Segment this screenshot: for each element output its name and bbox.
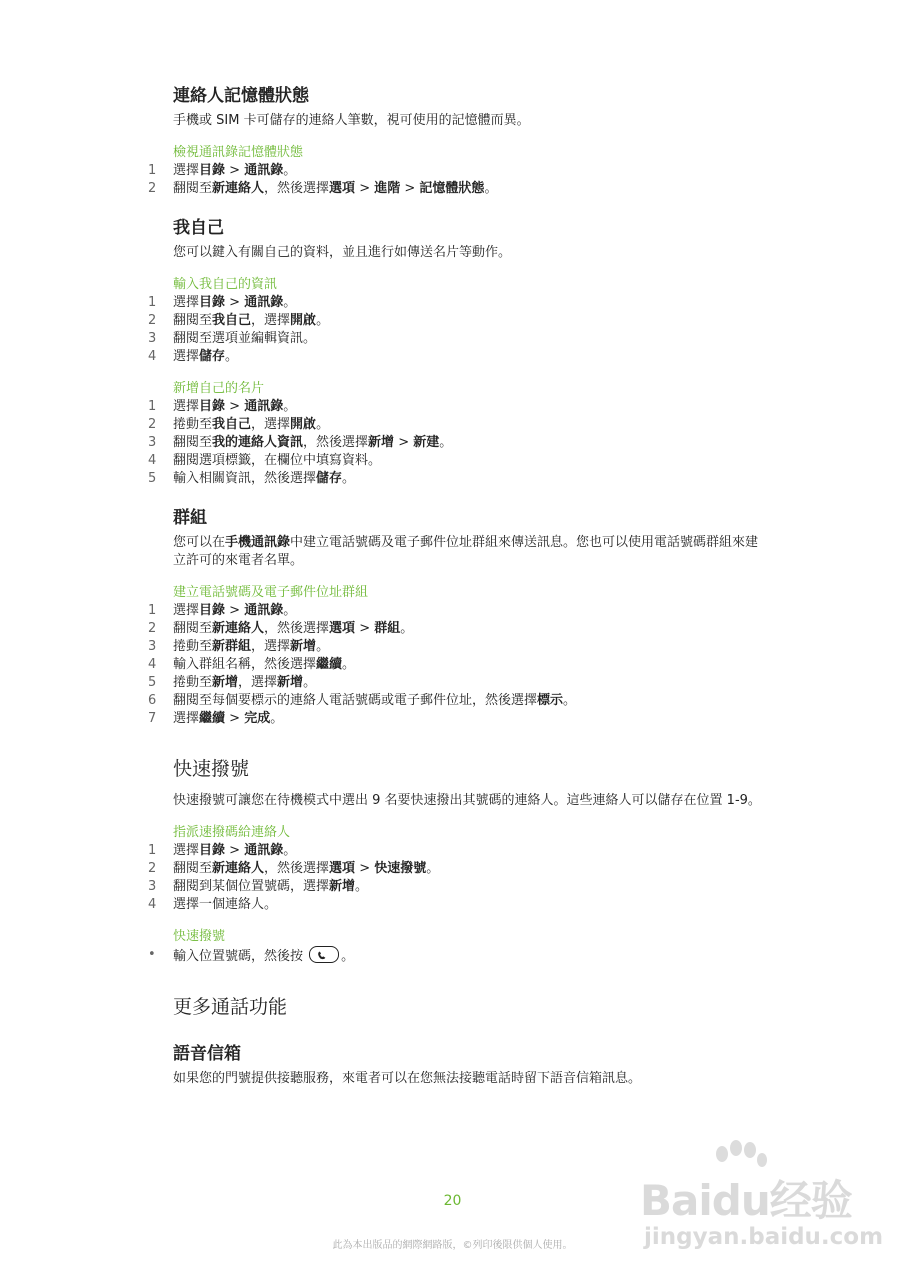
subheading-assign-speed-dial: 指派速撥碼給連絡人 [173, 825, 291, 840]
step: 2 翻閱至我自己，選擇開啟。 [148, 313, 330, 328]
step: 3 捲動至新群組，選擇新增。 [148, 639, 330, 654]
heading-groups: 群組 [173, 508, 207, 528]
step: 1 選擇目錄 > 通訊錄。 [148, 399, 297, 414]
watermark-brand: Baidu经验 [640, 1176, 852, 1225]
step: 3 翻閱到某個位置號碼，選擇新增。 [148, 879, 369, 894]
call-key-icon [309, 946, 339, 963]
step: 2 翻閱至新連絡人，然後選擇選項 > 群組。 [148, 621, 414, 636]
heading-speed-dial: 快速撥號 [173, 758, 250, 780]
steps-create-group [148, 602, 763, 728]
watermark-url: jingyan.baidu.com [644, 1224, 884, 1250]
step: 1 選擇目錄 > 通訊錄。 [148, 603, 297, 618]
step: 3 翻閱至我的連絡人資訊，然後選擇新增 > 新建。 [148, 435, 453, 450]
step: 1 選擇目錄 > 通訊錄。 [148, 163, 297, 178]
step: 4 選擇儲存。 [148, 349, 239, 364]
step: 1 選擇目錄 > 通訊錄。 [148, 295, 297, 310]
heading-more-call-features: 更多通話功能 [173, 996, 288, 1018]
step: 3 翻閱至選項並編輯資訊。 [148, 331, 317, 346]
step: 7 選擇繼續 > 完成。 [148, 711, 284, 726]
step: 2 翻閱至新連絡人，然後選擇選項 > 快速撥號。 [148, 861, 440, 876]
bullet-item: • 輸入位置號碼，然後按 。 [148, 947, 355, 964]
step: 4 翻閱選項標籤，在欄位中填寫資料。 [148, 453, 382, 468]
steps-assign-speed-dial [148, 842, 763, 914]
heading-contact-memory: 連絡人記憶體狀態 [173, 86, 309, 106]
steps-view-memory [148, 162, 763, 198]
subheading-speed-dialing: 快速撥號 [173, 929, 226, 944]
speed-dial-desc: 快速撥號可讓您在待機模式中選出 9 名要快速撥出其號碼的連絡人。這些連絡人可以儲存在位置 1-9。 [173, 793, 761, 808]
heading-myself: 我自己 [173, 218, 224, 238]
subheading-create-group: 建立電話號碼及電子郵件位址群組 [173, 585, 369, 600]
steps-add-my-card [148, 398, 763, 488]
step: 1 選擇目錄 > 通訊錄。 [148, 843, 297, 858]
myself-desc: 您可以鍵入有關自己的資料，並且進行如傳送名片等動作。 [173, 245, 512, 260]
groups-desc: 您可以在手機通訊錄中建立電話號碼及電子郵件位址群組來傳送訊息。您也可以使用電話號碼群組來建立許可的來電者名單。 [173, 535, 759, 568]
step: 4 輸入群組名稱，然後選擇繼續。 [148, 657, 356, 672]
steps-enter-my-info [148, 294, 763, 366]
page-content [148, 84, 763, 1088]
subheading-add-my-card: 新增自己的名片 [173, 381, 265, 396]
step: 5 輸入相關資訊，然後選擇儲存。 [148, 471, 356, 486]
footer-note: 此為本出版品的網際網路版，©列印後限供個人使用。 [332, 1240, 573, 1251]
heading-voicemail: 語音信箱 [173, 1044, 241, 1064]
step: 6 翻閱至每個要標示的連絡人電話號碼或電子郵件位址，然後選擇標示。 [148, 693, 577, 708]
voicemail-desc: 如果您的門號提供接聽服務，來電者可以在您無法接聽電話時留下語音信箱訊息。 [173, 1071, 642, 1086]
step: 2 捲動至我自己，選擇開啟。 [148, 417, 330, 432]
bullet-icon: • [148, 947, 156, 962]
steps-speed-dialing [148, 946, 763, 966]
step: 5 捲動至新增，選擇新增。 [148, 675, 317, 690]
contact-memory-desc: 手機或 SIM 卡可儲存的連絡人筆數，視可使用的記憶體而異。 [173, 113, 530, 128]
subheading-enter-my-info: 輸入我自己的資訊 [173, 277, 278, 292]
step: 2 翻閱至新連絡人，然後選擇選項 > 進階 > 記憶體狀態。 [148, 181, 498, 196]
step: 4 選擇一個連絡人。 [148, 897, 278, 912]
subheading-view-memory: 檢視通訊錄記憶體狀態 [173, 145, 304, 160]
paw-icon [710, 1140, 770, 1180]
page-number: 20 [443, 1193, 462, 1209]
